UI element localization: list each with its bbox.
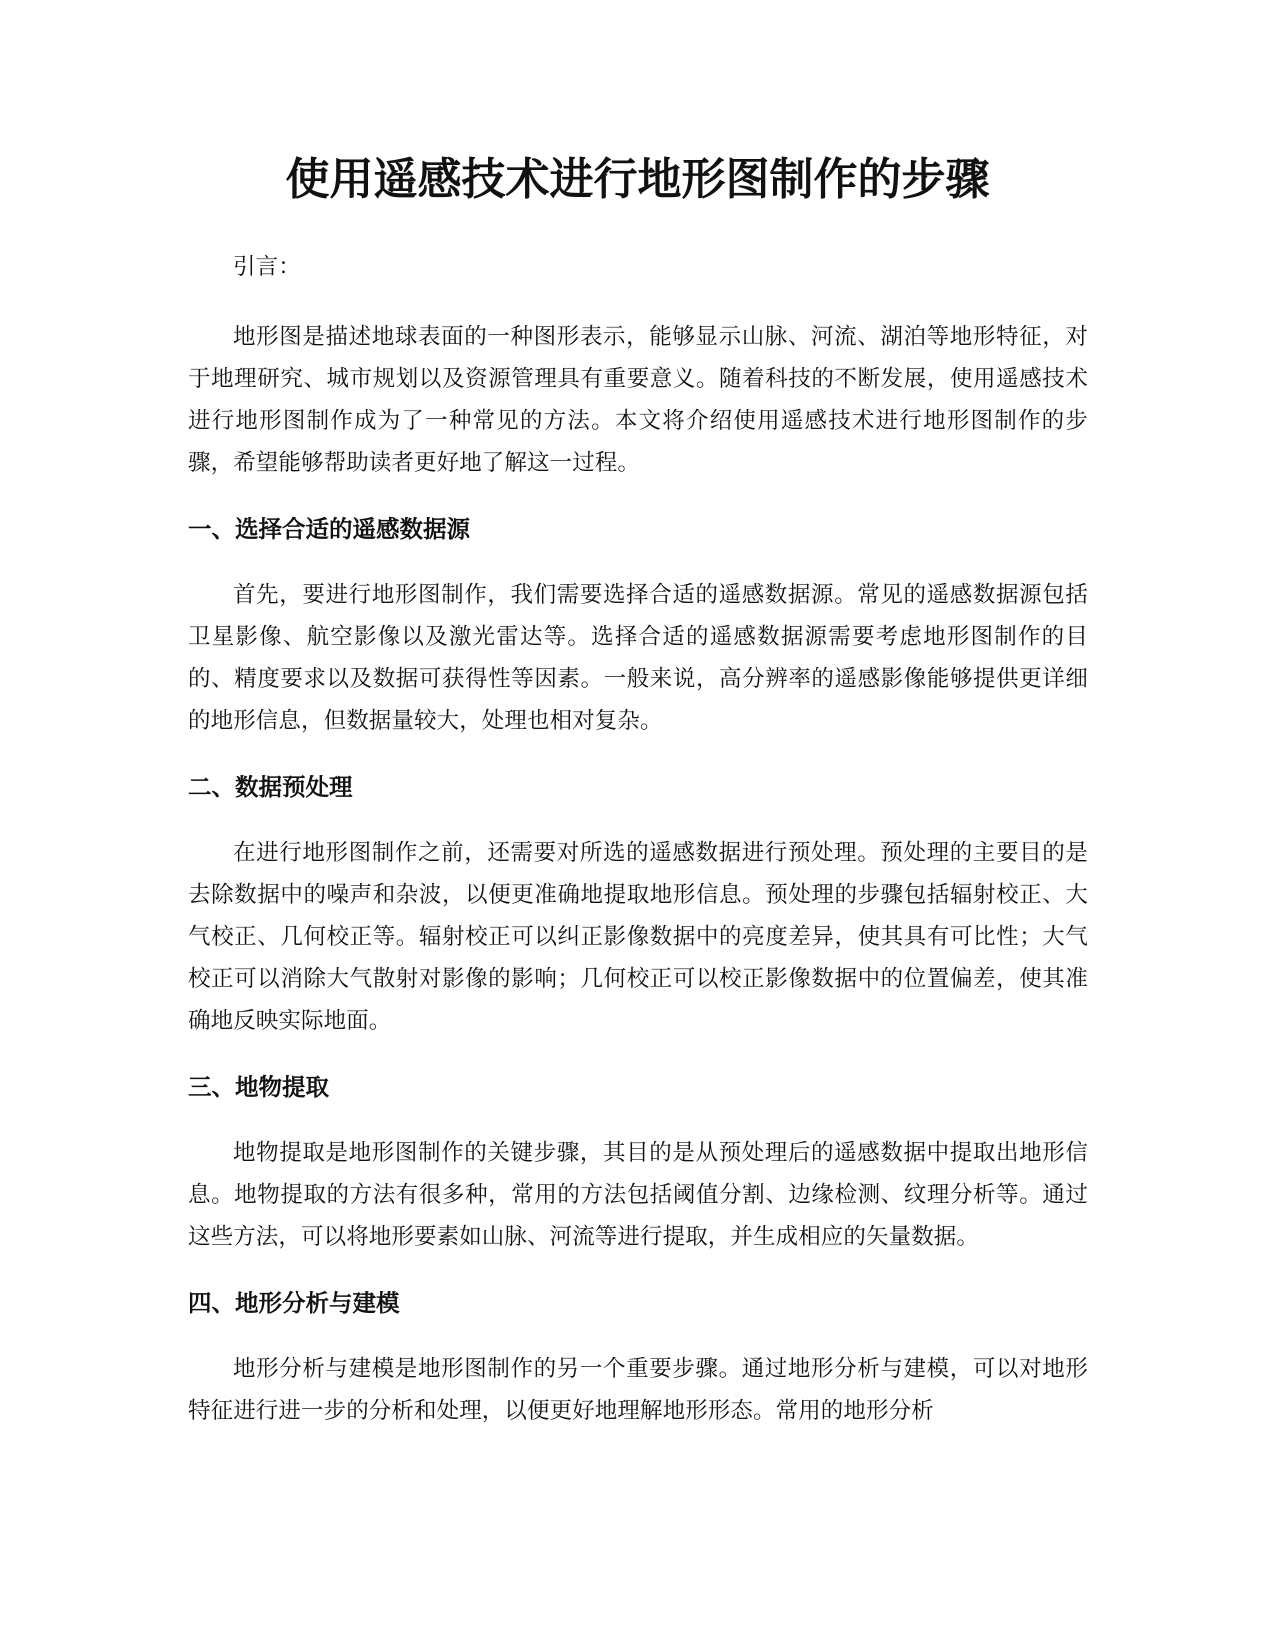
- section-paragraph-3: 地物提取是地形图制作的关键步骤，其目的是从预处理后的遥感数据中提取出地形信息。地物提取的方法有很多种，常用的方法包括阈值分割、边缘检测、纹理分析等。通过这些方法，可以将地形要素如山脉、河流等进行提取，并生成相应的矢量数据。: [188, 1140, 1088, 1250]
- page-title: 使用遥感技术进行地形图制作的步骤: [285, 154, 990, 205]
- intro-label: 引言：: [233, 254, 301, 280]
- section-heading-4: 四、地形分析与建模: [188, 1289, 400, 1317]
- section-paragraph-2: 在进行地形图制作之前，还需要对所选的遥感数据进行预处理。预处理的主要目的是去除数据中的噪声和杂波，以便更准确地提取地形信息。预处理的步骤包括辐射校正、大气校正、几何校正等。辐射校正可以纠正影像数据中的亮度差异，使其具有可比性；大气校正可以消除大气散射对影像的影响；几何校正可以校正影像数据中的位置偏差，使其准确地反映实际地面。: [188, 840, 1088, 1034]
- document-body: [188, 246, 1088, 1432]
- section-paragraph-4: 地形分析与建模是地形图制作的另一个重要步骤。通过地形分析与建模，可以对地形特征进行进一步的分析和处理，以便更好地理解地形形态。常用的地形分析: [188, 1356, 1088, 1424]
- section-heading-2: 二、数据预处理: [188, 773, 353, 801]
- section-heading-3: 三、地物提取: [188, 1073, 329, 1101]
- section-heading-1: 一、选择合适的遥感数据源: [188, 515, 470, 543]
- intro-paragraph: 地形图是描述地球表面的一种图形表示，能够显示山脉、河流、湖泊等地形特征，对于地理研究、城市规划以及资源管理具有重要意义。随着科技的不断发展，使用遥感技术进行地形图制作成为了一种常见的方法。本文将介绍使用遥感技术进行地形图制作的步骤，希望能够帮助读者更好地了解这一过程。: [188, 324, 1088, 476]
- section-paragraph-1: 首先，要进行地形图制作，我们需要选择合适的遥感数据源。常见的遥感数据源包括卫星影像、航空影像以及激光雷达等。选择合适的遥感数据源需要考虑地形图制作的目的、精度要求以及数据可获得性等因素。一般来说，高分辨率的遥感影像能够提供更详细的地形信息，但数据量较大，处理也相对复杂。: [188, 582, 1088, 734]
